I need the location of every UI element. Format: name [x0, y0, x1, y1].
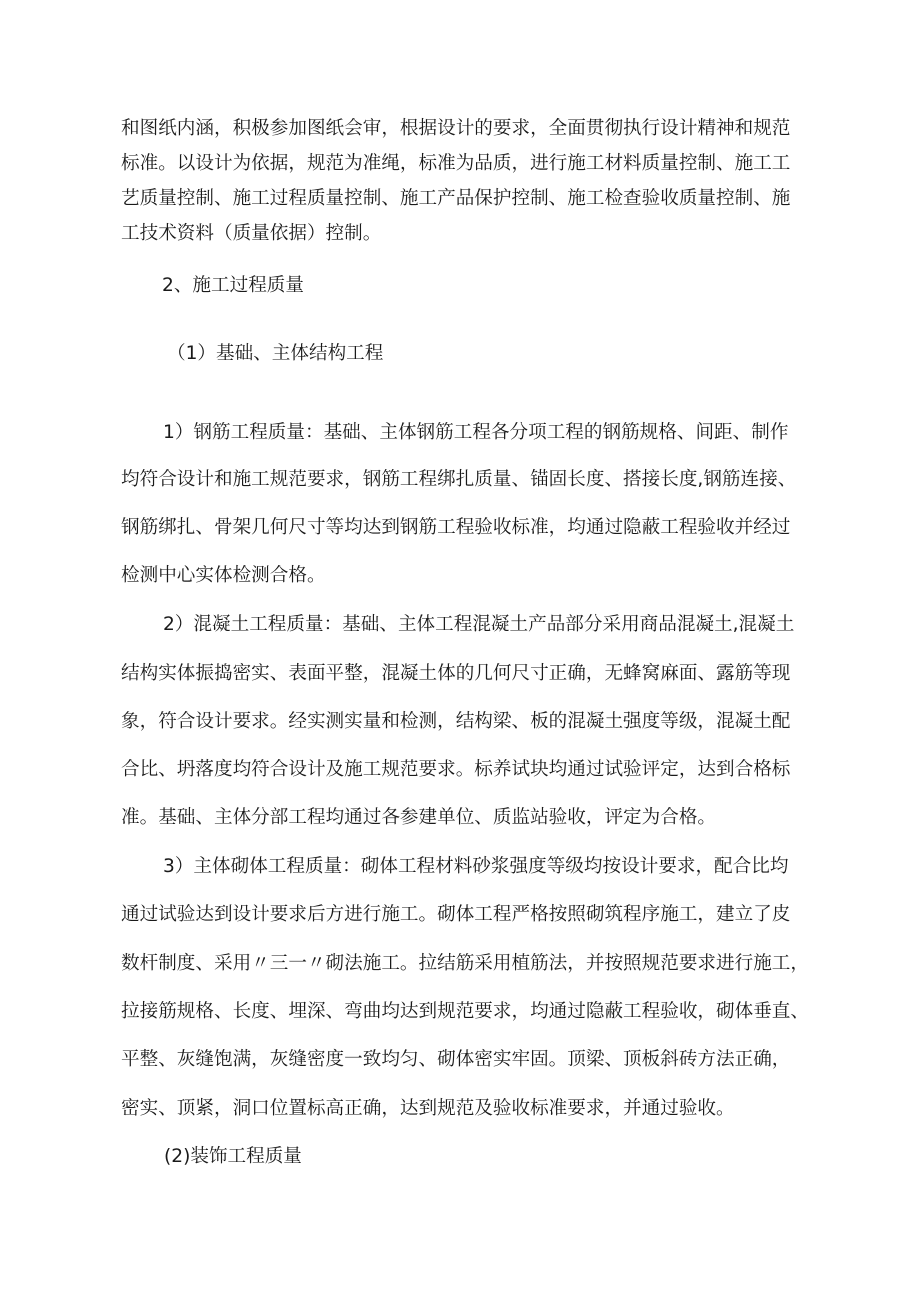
paragraph-intro-text: 工技术资料（质量依据）控制。 [121, 223, 382, 244]
paragraph-masonry-text: 平整、灰缝饱满，灰缝密度一致均匀、砌体密实牢固。顶梁、顶板斜砖方法正确， [121, 1049, 791, 1070]
paragraph-concrete-text: 准。基础、主体分部工程均通过各参建单位、质监站验收，评定为合格。 [121, 807, 717, 828]
paragraph-concrete-text: 象，符合设计要求。经实测实量和检测，结构梁、板的混凝土强度等级，混凝土配 [121, 711, 791, 732]
paragraph-intro-text: 艺质量控制、施工过程质量控制、施工产品保护控制、施工检查验收质量控制、施 [121, 188, 791, 209]
paragraph-intro-text: 和图纸内涵，积极参加图纸会审，根据设计的要求，全面贯彻执行设计精神和规范 [121, 118, 791, 139]
subsection-heading-text: （1）基础、主体结构工程 [167, 343, 384, 364]
paragraph-concrete-text: 结构实体振捣密实、表面平整，混凝土体的几何尺寸正确，无蜂窝麻面、露筋等现 [121, 663, 791, 684]
paragraph-rebar-text: 检测中心实体检测合格。 [121, 565, 326, 586]
paragraph-masonry-text: 3）主体砌体工程质量：砌体工程材料砂浆强度等级均按设计要求，配合比均 [163, 856, 789, 877]
paragraph-intro-text: 标准。以设计为依据，规范为准绳，标准为品质，进行施工材料质量控制、施工工 [121, 153, 791, 174]
paragraph-concrete-text: 合比、坍落度均符合设计及施工规范要求。标养试块均通过试验评定，达到合格标 [121, 759, 791, 780]
paragraph-masonry-text: 数杆制度、采用〃三一〃砌法施工。拉结筋采用植筋法，并按照规范要求进行施工， [121, 953, 809, 974]
paragraph-masonry-text: 拉接筋规格、长度、埋深、弯曲均达到规范要求，均通过隐蔽工程验收，砌体垂直、 [121, 1001, 809, 1022]
paragraph-concrete-text: 2）混凝土工程质量：基础、主体工程混凝土产品部分采用商品混凝土,混凝土 [163, 614, 795, 635]
paragraph-rebar-text: 1）钢筋工程质量：基础、主体钢筋工程各分项工程的钢筋规格、间距、制作 [163, 422, 789, 443]
paragraph-masonry-text: 密实、顶紧，洞口位置标高正确，达到规范及验收标准要求，并通过验收。 [121, 1098, 735, 1119]
paragraph-rebar-text: 钢筋绑扎、骨架几何尺寸等均达到钢筋工程验收标准，均通过隐蔽工程验收并经过 [121, 517, 791, 538]
paragraph-rebar-text: 均符合设计和施工规范要求，钢筋工程绑扎质量、锚固长度、搭接长度,钢筋连接、 [121, 469, 797, 490]
paragraph-masonry-text: 通过试验达到设计要求后方进行施工。砌体工程严格按照砌筑程序施工，建立了皮 [121, 904, 791, 925]
section-heading-text: 2、施工过程质量 [162, 275, 304, 296]
subsection-heading-text: (2)装饰工程质量 [164, 1146, 302, 1167]
